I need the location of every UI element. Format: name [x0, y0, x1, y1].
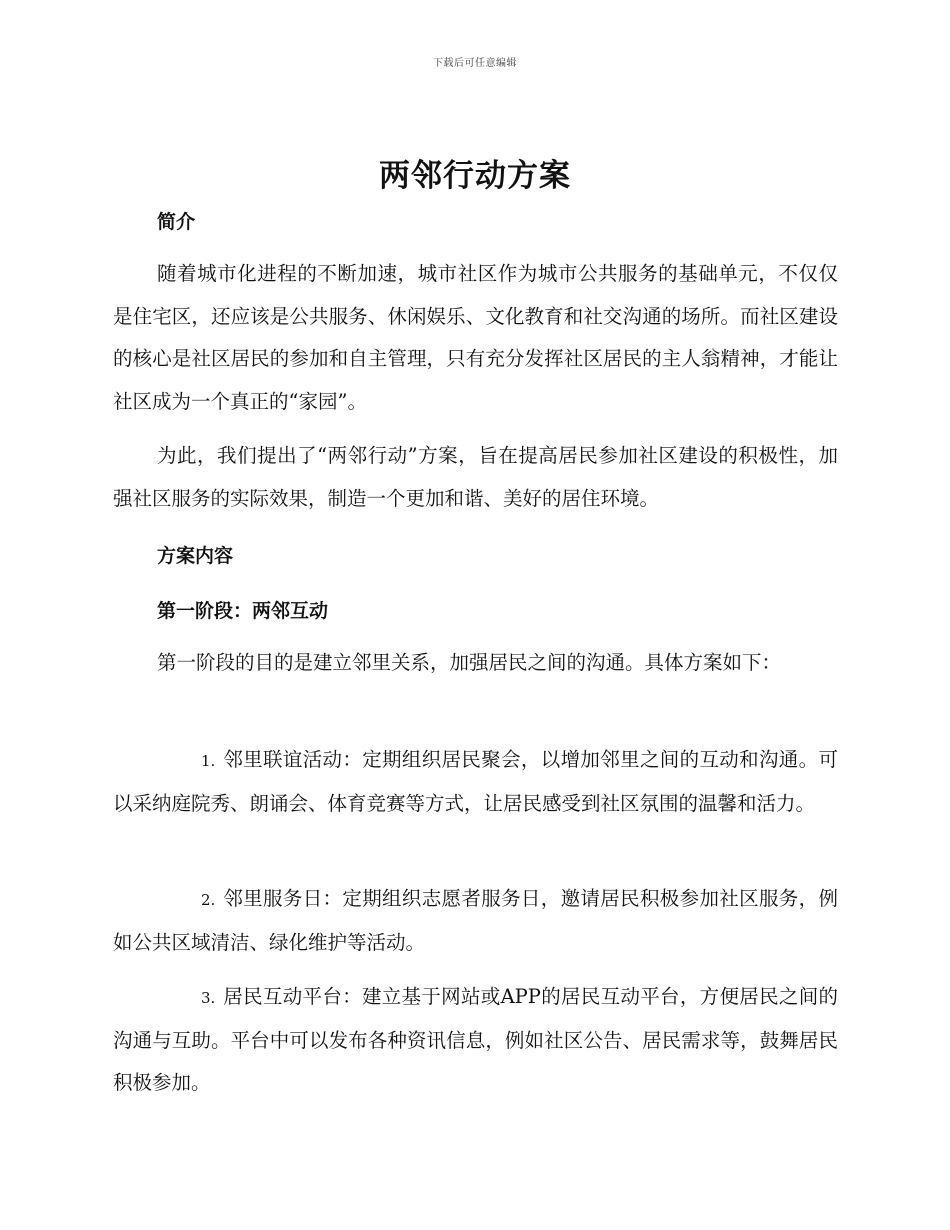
section-heading-intro: 简介	[157, 211, 196, 233]
intro-paragraph-2: 为此，我们提出了“两邻行动”方案，旨在提高居民参加社区建设的积极性，加强社区服务的实际效果，制造一个更加和谐、美好的居住环境。	[113, 444, 838, 510]
list-item-number: 1.	[201, 752, 216, 770]
list-item-text: 邻里服务日：定期组织志愿者服务日，邀请居民积极参加社区服务，例如公共区域清洁、绿化维护等活动。	[113, 887, 838, 954]
list-item-text: 居民互动平台：建立基于网站或APP的居民互动平台，方便居民之间的沟通与互助。平台中可以发布各种资讯信息，例如社区公告、居民需求等，鼓舞居民积极参加。	[113, 985, 838, 1094]
phase1-heading: 第一阶段：两邻互动	[157, 600, 329, 622]
section-heading-content: 方案内容	[157, 545, 234, 567]
list-item-number: 2.	[201, 891, 216, 909]
page-header: 下载后可任意编辑	[433, 58, 517, 69]
document-title: 两邻行动方案	[379, 158, 571, 194]
list-item-number: 3.	[201, 989, 216, 1007]
list-item-3	[113, 976, 838, 1105]
list-item-2	[113, 878, 838, 964]
list-item-text: 邻里联谊活动：定期组织居民聚会，以增加邻里之间的互动和沟通。可以采纳庭院秀、朗诵会、体育竞赛等方式，让居民感受到社区氛围的温馨和活力。	[113, 748, 838, 815]
intro-paragraph-1: 随着城市化进程的不断加速，城市社区作为城市公共服务的基础单元，不仅仅是住宅区，还应该是公共服务、休闲娱乐、文化教育和社交沟通的场所。而社区建设的核心是社区居民的参加和自主管理，只有充分发挥社区居民的主人翁精神，才能让社区成为一个真正的“家园”。	[113, 262, 838, 413]
phase1-intro-paragraph: 第一阶段的目的是建立邻里关系，加强居民之间的沟通。具体方案如下：	[157, 651, 782, 674]
list-item-1	[113, 739, 838, 825]
